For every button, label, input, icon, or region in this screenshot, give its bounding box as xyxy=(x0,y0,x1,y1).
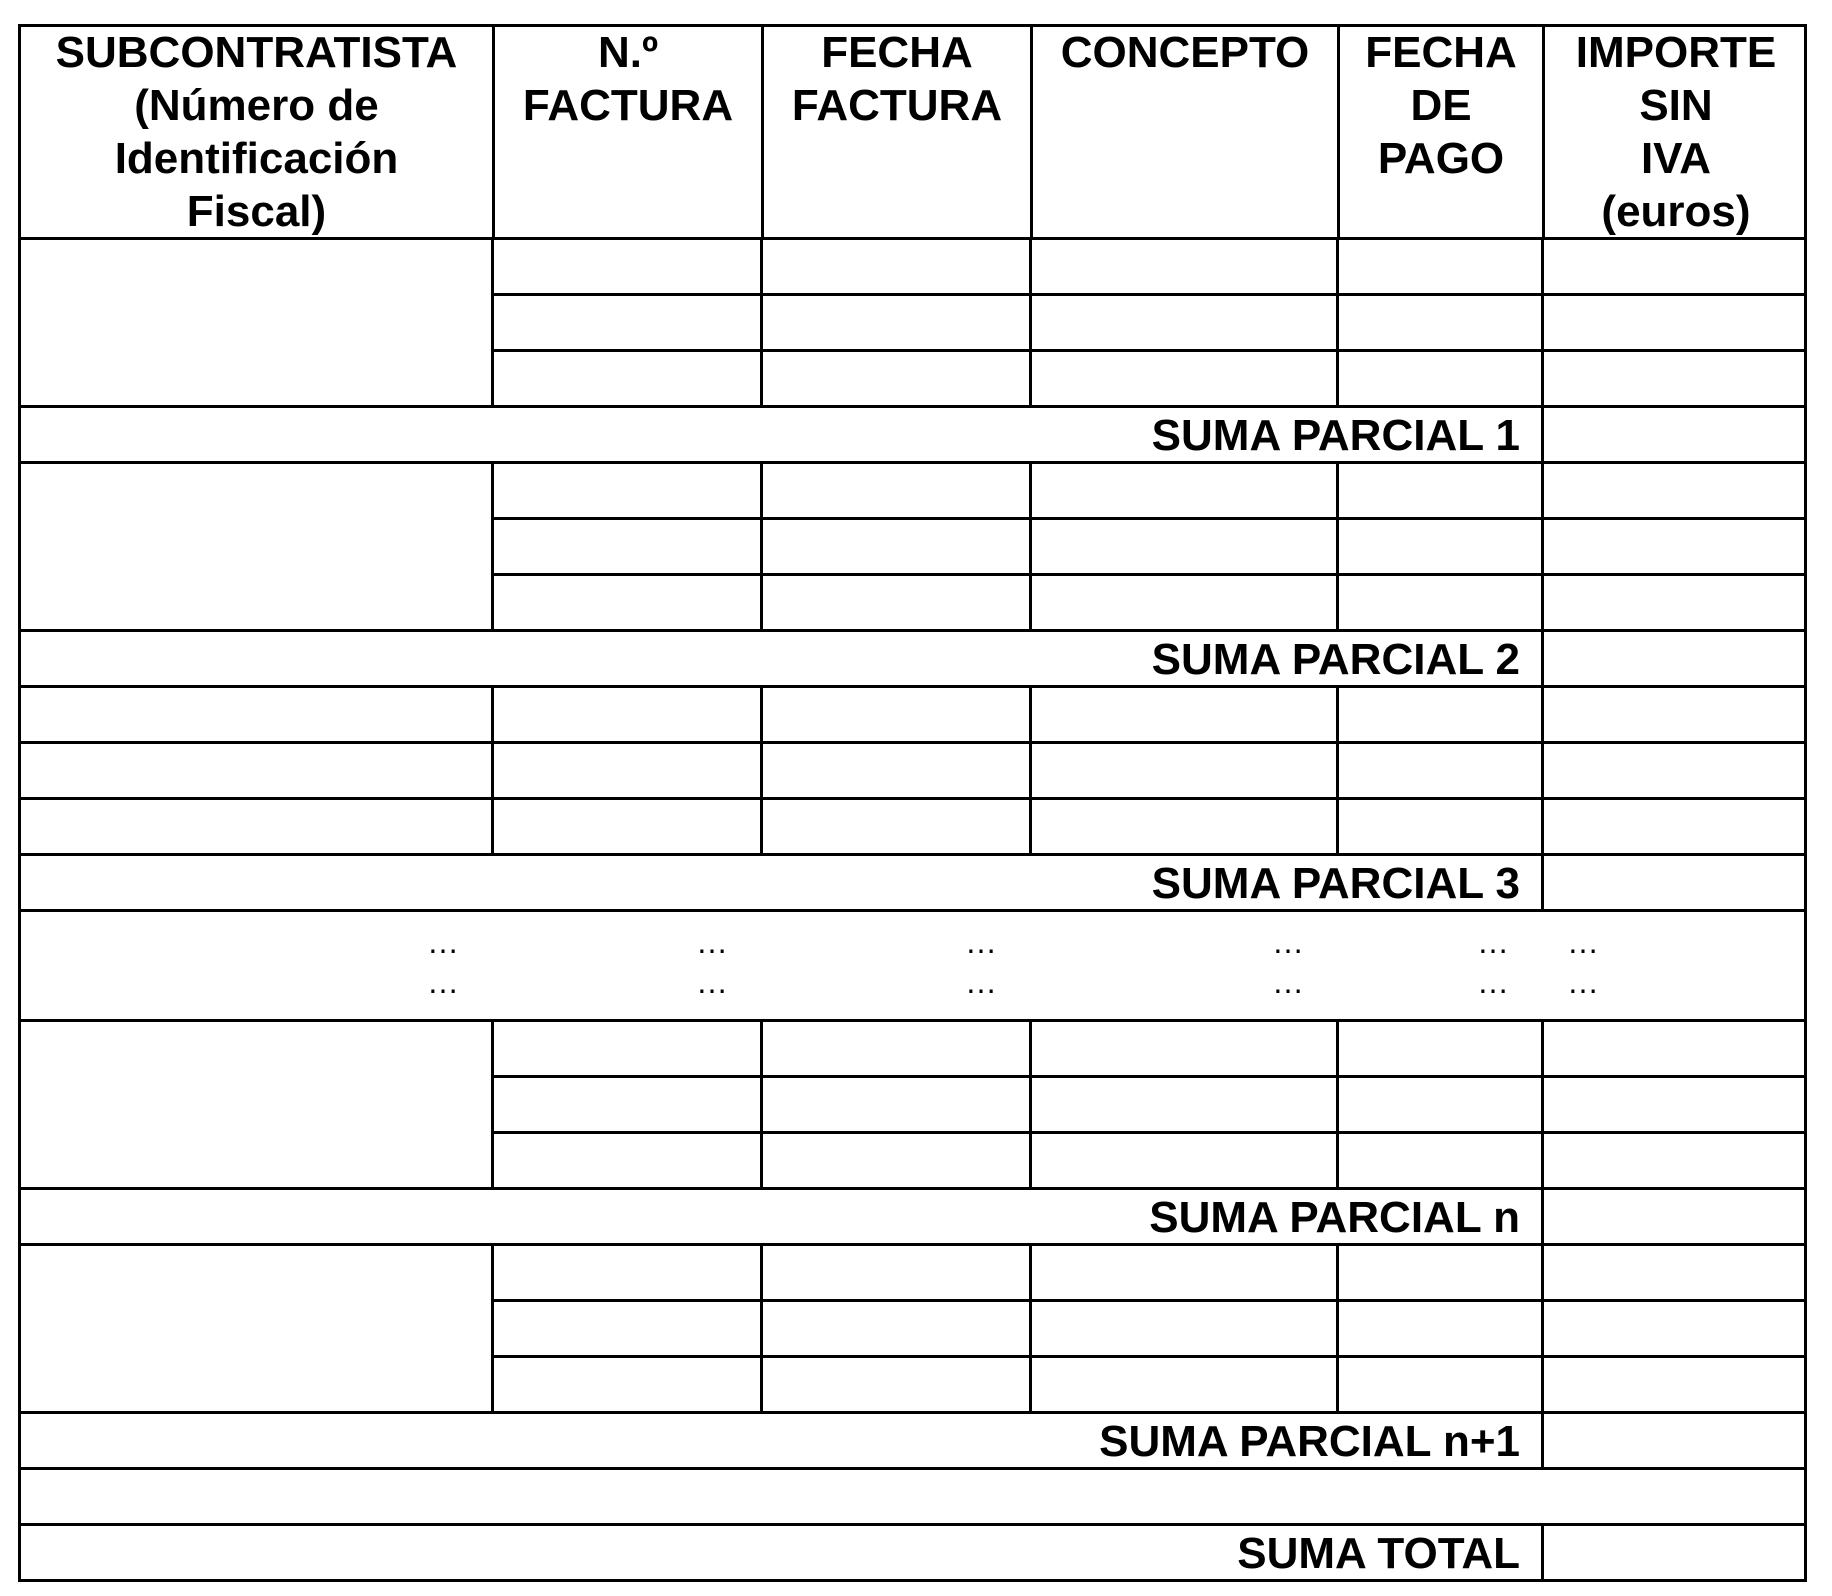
ellipsis: … … xyxy=(965,924,998,1000)
grid-line xyxy=(18,686,21,742)
grid-line xyxy=(1029,798,1032,854)
grid-line xyxy=(1804,798,1807,854)
suma-parcial-label: SUMA PARCIAL n+1 xyxy=(1099,1417,1520,1466)
grid-line xyxy=(1336,294,1339,350)
grid-line xyxy=(491,1132,494,1188)
grid-line xyxy=(1336,1244,1339,1300)
grid-line xyxy=(18,350,21,406)
grid-line xyxy=(1029,1356,1032,1412)
header-fecha-pago: FECHA DE PAGO xyxy=(1365,28,1517,183)
grid-line xyxy=(760,1300,763,1356)
grid-line xyxy=(1029,574,1032,630)
grid-line xyxy=(1804,406,1807,462)
grid-line xyxy=(1336,742,1339,798)
grid-line xyxy=(18,742,21,798)
merged-cell xyxy=(21,1298,491,1303)
grid-line xyxy=(1336,798,1339,854)
grid-line xyxy=(18,797,1807,800)
grid-line xyxy=(1336,518,1339,574)
grid-line xyxy=(1542,24,1545,238)
grid-line xyxy=(1541,630,1544,686)
grid-line xyxy=(1029,238,1032,294)
grid-line xyxy=(18,1020,21,1076)
grid-line xyxy=(1541,294,1544,350)
header-subcontratista: SUBCONTRATISTA (Número de Identificación Fiscal) xyxy=(55,28,458,236)
grid-line xyxy=(1029,462,1032,518)
grid-line xyxy=(491,294,494,350)
grid-line xyxy=(1336,686,1339,742)
grid-line xyxy=(1804,238,1807,294)
grid-line xyxy=(760,294,763,350)
grid-line xyxy=(18,574,21,630)
grid-line xyxy=(1804,518,1807,574)
grid-line xyxy=(1029,742,1032,798)
grid-line xyxy=(18,798,21,854)
grid-line xyxy=(18,1019,1807,1022)
grid-line xyxy=(18,1300,21,1356)
merged-cell xyxy=(21,348,491,353)
grid-line xyxy=(1029,1076,1032,1132)
ellipsis: … … xyxy=(1567,924,1600,1000)
grid-line xyxy=(1804,1244,1807,1300)
grid-line xyxy=(492,24,495,238)
grid-line xyxy=(1541,854,1544,910)
grid-line xyxy=(1804,686,1807,742)
grid-line xyxy=(1336,574,1339,630)
header-n-factura: N.º FACTURA xyxy=(522,28,734,130)
grid-line xyxy=(18,1468,21,1524)
grid-line xyxy=(1804,1468,1807,1524)
grid-line xyxy=(1804,294,1807,350)
grid-line xyxy=(1029,294,1032,350)
grid-line xyxy=(1804,742,1807,798)
grid-line xyxy=(1336,1300,1339,1356)
grid-line xyxy=(1541,406,1544,462)
grid-line xyxy=(18,238,21,294)
grid-line xyxy=(491,238,494,294)
suma-parcial-label: SUMA PARCIAL 3 xyxy=(1151,859,1520,908)
grid-line xyxy=(1541,462,1544,518)
grid-line xyxy=(760,574,763,630)
grid-line xyxy=(1804,630,1807,686)
grid-line xyxy=(1336,350,1339,406)
grid-line xyxy=(1336,1356,1339,1412)
grid-line xyxy=(760,686,763,742)
grid-line xyxy=(491,686,494,742)
grid-line xyxy=(760,462,763,518)
grid-line xyxy=(1541,1188,1544,1244)
grid-line xyxy=(18,741,1807,744)
grid-line xyxy=(1804,910,1807,1020)
header-fecha-factura: FECHA FACTURA xyxy=(791,28,1003,130)
grid-line xyxy=(1541,742,1544,798)
grid-line xyxy=(1804,1524,1807,1580)
grid-line xyxy=(1804,1020,1807,1076)
grid-line xyxy=(18,1356,21,1412)
grid-line xyxy=(1541,1412,1544,1468)
grid-line xyxy=(1541,798,1544,854)
grid-line xyxy=(1337,24,1340,238)
grid-line xyxy=(1804,1132,1807,1188)
grid-line xyxy=(1029,1244,1032,1300)
grid-line xyxy=(1029,686,1032,742)
merged-cell xyxy=(21,1074,491,1079)
grid-line xyxy=(760,1356,763,1412)
grid-line xyxy=(18,294,21,350)
grid-line xyxy=(1336,238,1339,294)
grid-line xyxy=(1541,238,1544,294)
ellipsis: … … xyxy=(1272,924,1305,1000)
grid-line xyxy=(18,24,21,238)
suma-parcial-label: SUMA PARCIAL 2 xyxy=(1151,635,1520,684)
grid-line xyxy=(491,1356,494,1412)
grid-line xyxy=(491,1020,494,1076)
grid-line xyxy=(18,910,21,1020)
grid-line xyxy=(1336,1076,1339,1132)
grid-line xyxy=(491,1244,494,1300)
ellipsis: … … xyxy=(427,924,460,1000)
grid-line xyxy=(1029,1132,1032,1188)
grid-line xyxy=(1336,462,1339,518)
grid-line xyxy=(491,518,494,574)
grid-line xyxy=(1336,1132,1339,1188)
suma-total-label: SUMA TOTAL xyxy=(1237,1529,1520,1578)
grid-line xyxy=(760,1076,763,1132)
invoice-table xyxy=(18,24,1807,1580)
grid-line xyxy=(1541,1244,1544,1300)
grid-line xyxy=(760,518,763,574)
grid-line xyxy=(1804,1300,1807,1356)
grid-line xyxy=(1804,574,1807,630)
grid-line xyxy=(1804,24,1807,238)
grid-line xyxy=(1804,1412,1807,1468)
grid-line xyxy=(1804,1356,1807,1412)
grid-line xyxy=(18,462,21,518)
grid-line xyxy=(491,574,494,630)
grid-line xyxy=(760,238,763,294)
grid-line xyxy=(1541,1020,1544,1076)
grid-line xyxy=(491,742,494,798)
grid-line xyxy=(1804,1188,1807,1244)
merged-cell xyxy=(21,292,491,297)
grid-line xyxy=(760,1244,763,1300)
grid-line xyxy=(18,24,1807,27)
grid-line xyxy=(18,1132,21,1188)
grid-line xyxy=(1029,518,1032,574)
grid-line xyxy=(1541,686,1544,742)
grid-line xyxy=(1804,1076,1807,1132)
grid-line xyxy=(1541,1300,1544,1356)
grid-line xyxy=(1541,1076,1544,1132)
grid-line xyxy=(18,518,21,574)
grid-line xyxy=(1804,462,1807,518)
suma-parcial-label: SUMA PARCIAL 1 xyxy=(1151,411,1520,460)
grid-line xyxy=(761,24,764,238)
merged-cell xyxy=(21,516,491,521)
grid-line xyxy=(760,1020,763,1076)
grid-line xyxy=(1029,1020,1032,1076)
grid-line xyxy=(1541,518,1544,574)
grid-line xyxy=(760,350,763,406)
grid-line xyxy=(491,798,494,854)
grid-line xyxy=(1029,1300,1032,1356)
grid-line xyxy=(1541,1524,1544,1580)
grid-line xyxy=(491,1076,494,1132)
grid-line xyxy=(1336,1020,1339,1076)
grid-line xyxy=(760,742,763,798)
grid-line xyxy=(491,350,494,406)
grid-line xyxy=(1541,574,1544,630)
grid-line xyxy=(760,1132,763,1188)
grid-line xyxy=(18,1076,21,1132)
grid-line xyxy=(18,237,1807,240)
grid-line xyxy=(1029,350,1032,406)
grid-line xyxy=(18,1244,21,1300)
grid-line xyxy=(491,462,494,518)
merged-cell xyxy=(21,572,491,577)
ellipsis: … … xyxy=(1477,924,1510,1000)
grid-line xyxy=(1541,1356,1544,1412)
grid-line xyxy=(1541,1132,1544,1188)
grid-line xyxy=(1030,24,1033,238)
header-concepto: CONCEPTO xyxy=(1060,28,1310,77)
ellipsis: … … xyxy=(696,924,729,1000)
grid-line xyxy=(491,1300,494,1356)
header-importe: IMPORTE SIN IVA (euros) xyxy=(1575,28,1777,236)
suma-parcial-label: SUMA PARCIAL n xyxy=(1149,1193,1520,1242)
grid-line xyxy=(1541,350,1544,406)
merged-cell xyxy=(21,1354,491,1359)
grid-line xyxy=(760,798,763,854)
grid-line xyxy=(1804,350,1807,406)
merged-cell xyxy=(21,1130,491,1135)
grid-line xyxy=(1804,854,1807,910)
